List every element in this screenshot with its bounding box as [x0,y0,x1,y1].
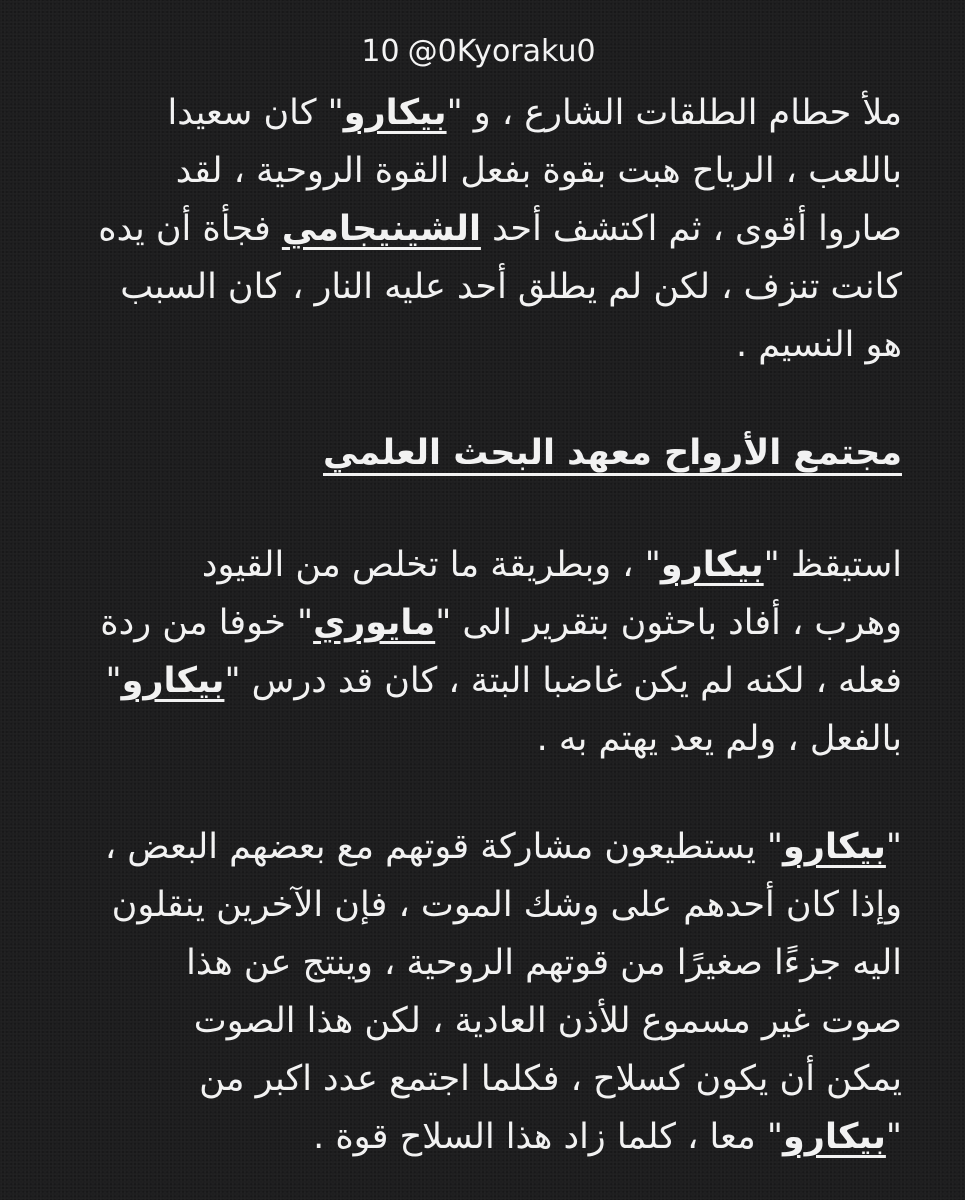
text-line: وهرب ، أفاد باحثون بتقرير الى "مايوري" خوفا من ردة [100,603,902,643]
text-line: صوت غير مسموع للأذن العادية ، لكن هذا الصوت [193,1001,902,1041]
text-line: يمكن أن يكون كسلاح ، فكلما اجتمع عدد اكبر من [199,1059,902,1099]
highlighted-name: مايوري [313,603,436,643]
author-handle: @0Kyoraku0 [407,34,596,69]
page-number: 10 [361,34,400,69]
paragraph-2 [72,536,902,768]
text-line: ملأ حطام الطلقات الشارع ، و "بيكارو" كان سعيدا [167,93,902,133]
text-line: هو النسيم . [736,325,902,365]
paragraph-3 [72,818,902,1166]
highlighted-name: بيكارو [121,661,225,701]
text-line: فعله ، لكنه لم يكن غاضبا البتة ، كان قد درس "بيكارو" [105,661,902,701]
text-line: كانت تنزف ، لكن لم يطلق أحد عليه النار ، كان السبب [120,267,902,307]
highlighted-name: الشينيجامي [281,209,481,249]
text-line: صاروا أقوى ، ثم اكتشف أحد الشينيجامي فجأة أن يده [98,209,902,249]
paragraph-1 [72,84,902,374]
text-line: وإذا كان أحدهم على وشك الموت ، فإن الآخرين ينقلون [111,885,902,925]
highlighted-name: بيكارو [783,827,886,867]
section-heading: مجتمع الأرواح معهد البحث العلمي [323,433,902,473]
highlighted-name: بيكارو [660,545,764,585]
text-line: "بيكارو" يستطيعون مشاركة قوتهم مع بعضهم البعض ، [104,827,902,867]
text-line: بالفعل ، ولم يعد يهتم به . [536,719,902,759]
highlighted-name: بيكارو [783,1117,886,1157]
text-line: "بيكارو" معا ، كلما زاد هذا السلاح قوة . [313,1117,902,1157]
section-heading-block [72,424,902,482]
text-line: اليه جزءًا صغيرًا من قوتهم الروحية ، وينتج عن هذا [186,943,902,983]
highlighted-name: بيكارو [343,93,447,133]
text-line: باللعب ، الرياح هبت بقوة بفعل القوة الروحية ، لقد [175,151,902,191]
text-line: استيقظ "بيكارو" ، وبطريقة ما تخلص من القيود [201,545,902,585]
page-header [0,34,965,69]
